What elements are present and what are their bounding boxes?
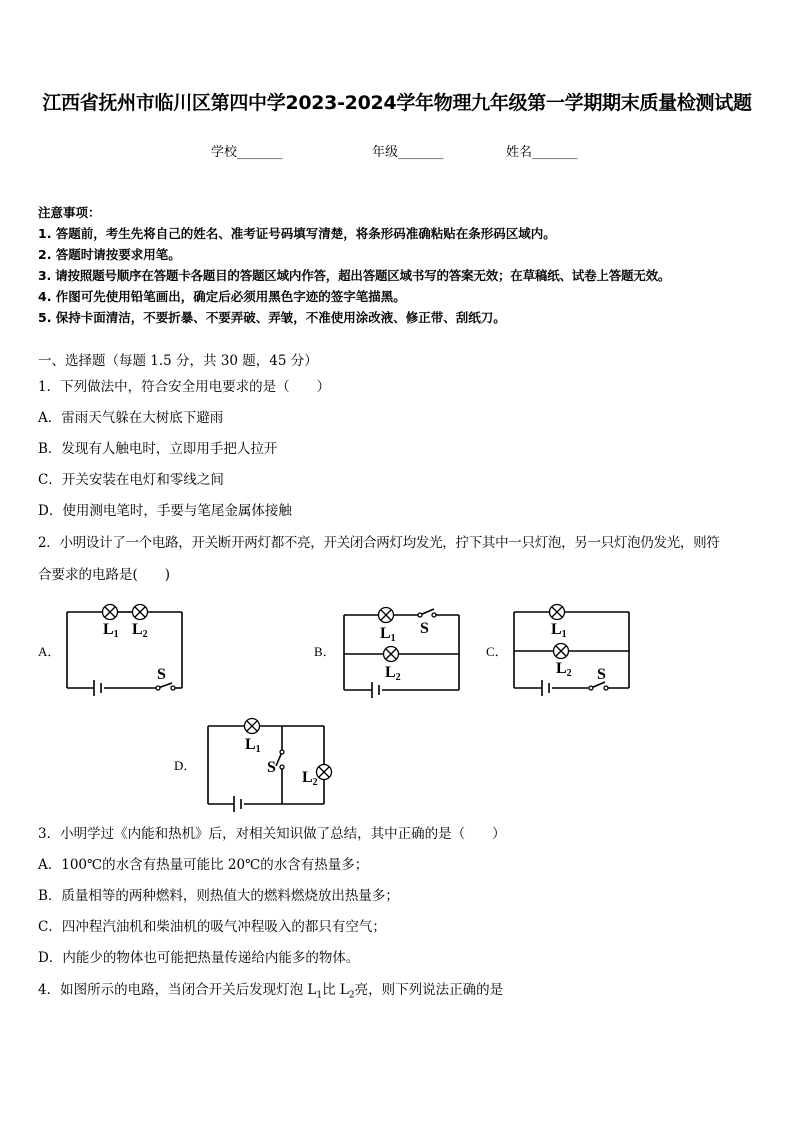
label-l1: L <box>551 621 562 638</box>
svg-text:L1: L1 <box>245 736 261 755</box>
question-2-stem-line1: 2．小明设计了一个电路，开关断开两灯都不亮，开关闭合两灯均发光，拧下其中一只灯泡，另一只灯泡仍发光，则符 <box>38 535 720 551</box>
label-l1: L <box>380 625 391 642</box>
label-s: S <box>597 666 606 683</box>
circuit-diagram-c <box>508 597 636 697</box>
label-l1: L <box>245 736 256 753</box>
note-item: 5. 保持卡面清洁，不要折暴、不要弄破、弄皱，不准使用涂改液、修正带、刮纸刀。 <box>38 310 506 325</box>
circuit-diagram-a <box>60 596 190 696</box>
question-1-option-c: C．开关安装在电灯和零线之间 <box>38 472 224 488</box>
question-3-option-a: A．100℃的水含有热量可能比 20℃的水含有热量多； <box>38 857 369 873</box>
note-item: 2. 答题时请按要求用笔。 <box>38 247 181 262</box>
label-l2: L <box>302 769 313 786</box>
grade-field: 年级_______ <box>372 145 444 160</box>
circuit-option-b-label: B． <box>314 644 336 659</box>
question-4-stem: 4．如图所示的电路，当闭合开关后发现灯泡 $L_1$比 $L_2$亮，则下列说法正确的是 <box>38 982 504 1001</box>
label-s: S <box>157 666 166 683</box>
svg-text:L2: L2 <box>302 769 318 788</box>
label-l2: L <box>385 664 396 681</box>
school-field: 学校_______ <box>211 145 283 160</box>
circuit-diagram-d <box>202 712 334 812</box>
svg-text:L1: L1 <box>380 625 396 644</box>
section-heading: 一、选择题（每题 1.5 分，共 30 题，45 分） <box>38 353 318 369</box>
question-2-stem-line2: 合要求的电路是( ) <box>38 567 171 583</box>
svg-text:L2: L2 <box>385 664 401 683</box>
question-3-option-b: B．质量相等的两种燃料，则热值大的燃料燃烧放出热量多； <box>38 888 399 904</box>
label-s: S <box>267 759 276 776</box>
notes-heading: 注意事项： <box>38 205 101 220</box>
question-1-stem: 1．下列做法中，符合安全用电要求的是（ ） <box>38 379 331 395</box>
name-field: 姓名_______ <box>506 145 578 160</box>
svg-text:L1: L1 <box>551 621 567 640</box>
circuit-option-c-label: C． <box>486 644 508 659</box>
question-1-option-d: D．使用测电笔时，手要与笔尾金属体接触 <box>38 503 292 519</box>
label-l2: L <box>556 660 567 677</box>
circuit-option-d-label: D． <box>174 758 197 773</box>
circuit-diagram-b <box>338 600 466 700</box>
note-item: 1. 答题前，考生先将自己的姓名、准考证号码填写清楚，将条形码准确粘贴在条形码区域内。 <box>38 226 556 241</box>
svg-text:L2: L2 <box>556 660 572 679</box>
question-1-option-b: B．发现有人触电时，立即用手把人拉开 <box>38 441 278 457</box>
label-l1: L <box>103 621 114 638</box>
question-3-option-d: D．内能少的物体也可能把热量传递给内能多的物体。 <box>38 950 360 966</box>
note-item: 3. 请按照题号顺序在答题卡各题目的答题区域内作答，超出答题区域书写的答案无效；在草稿纸、试卷上答题无效。 <box>38 268 671 283</box>
label-s: S <box>420 620 429 637</box>
svg-text:L1: L1 <box>103 621 119 640</box>
question-3-stem: 3．小明学过《内能和热机》后，对相关知识做了总结，其中正确的是（ ） <box>38 826 506 842</box>
label-l2: L <box>132 621 143 638</box>
question-1-option-a: A．雷雨天气躲在大树底下避雨 <box>38 410 224 426</box>
page-title: 江西省抚州市临川区第四中学2023-2024学年物理九年级第一学期期末质量检测试题 <box>42 92 752 114</box>
svg-text:L2: L2 <box>132 621 148 640</box>
circuit-option-a-label: A． <box>38 644 61 659</box>
question-3-option-c: C．四冲程汽油机和柴油机的吸气冲程吸入的都只有空气； <box>38 919 386 935</box>
note-item: 4. 作图可先使用铅笔画出，确定后必须用黑色字迹的签字笔描黑。 <box>38 289 406 304</box>
